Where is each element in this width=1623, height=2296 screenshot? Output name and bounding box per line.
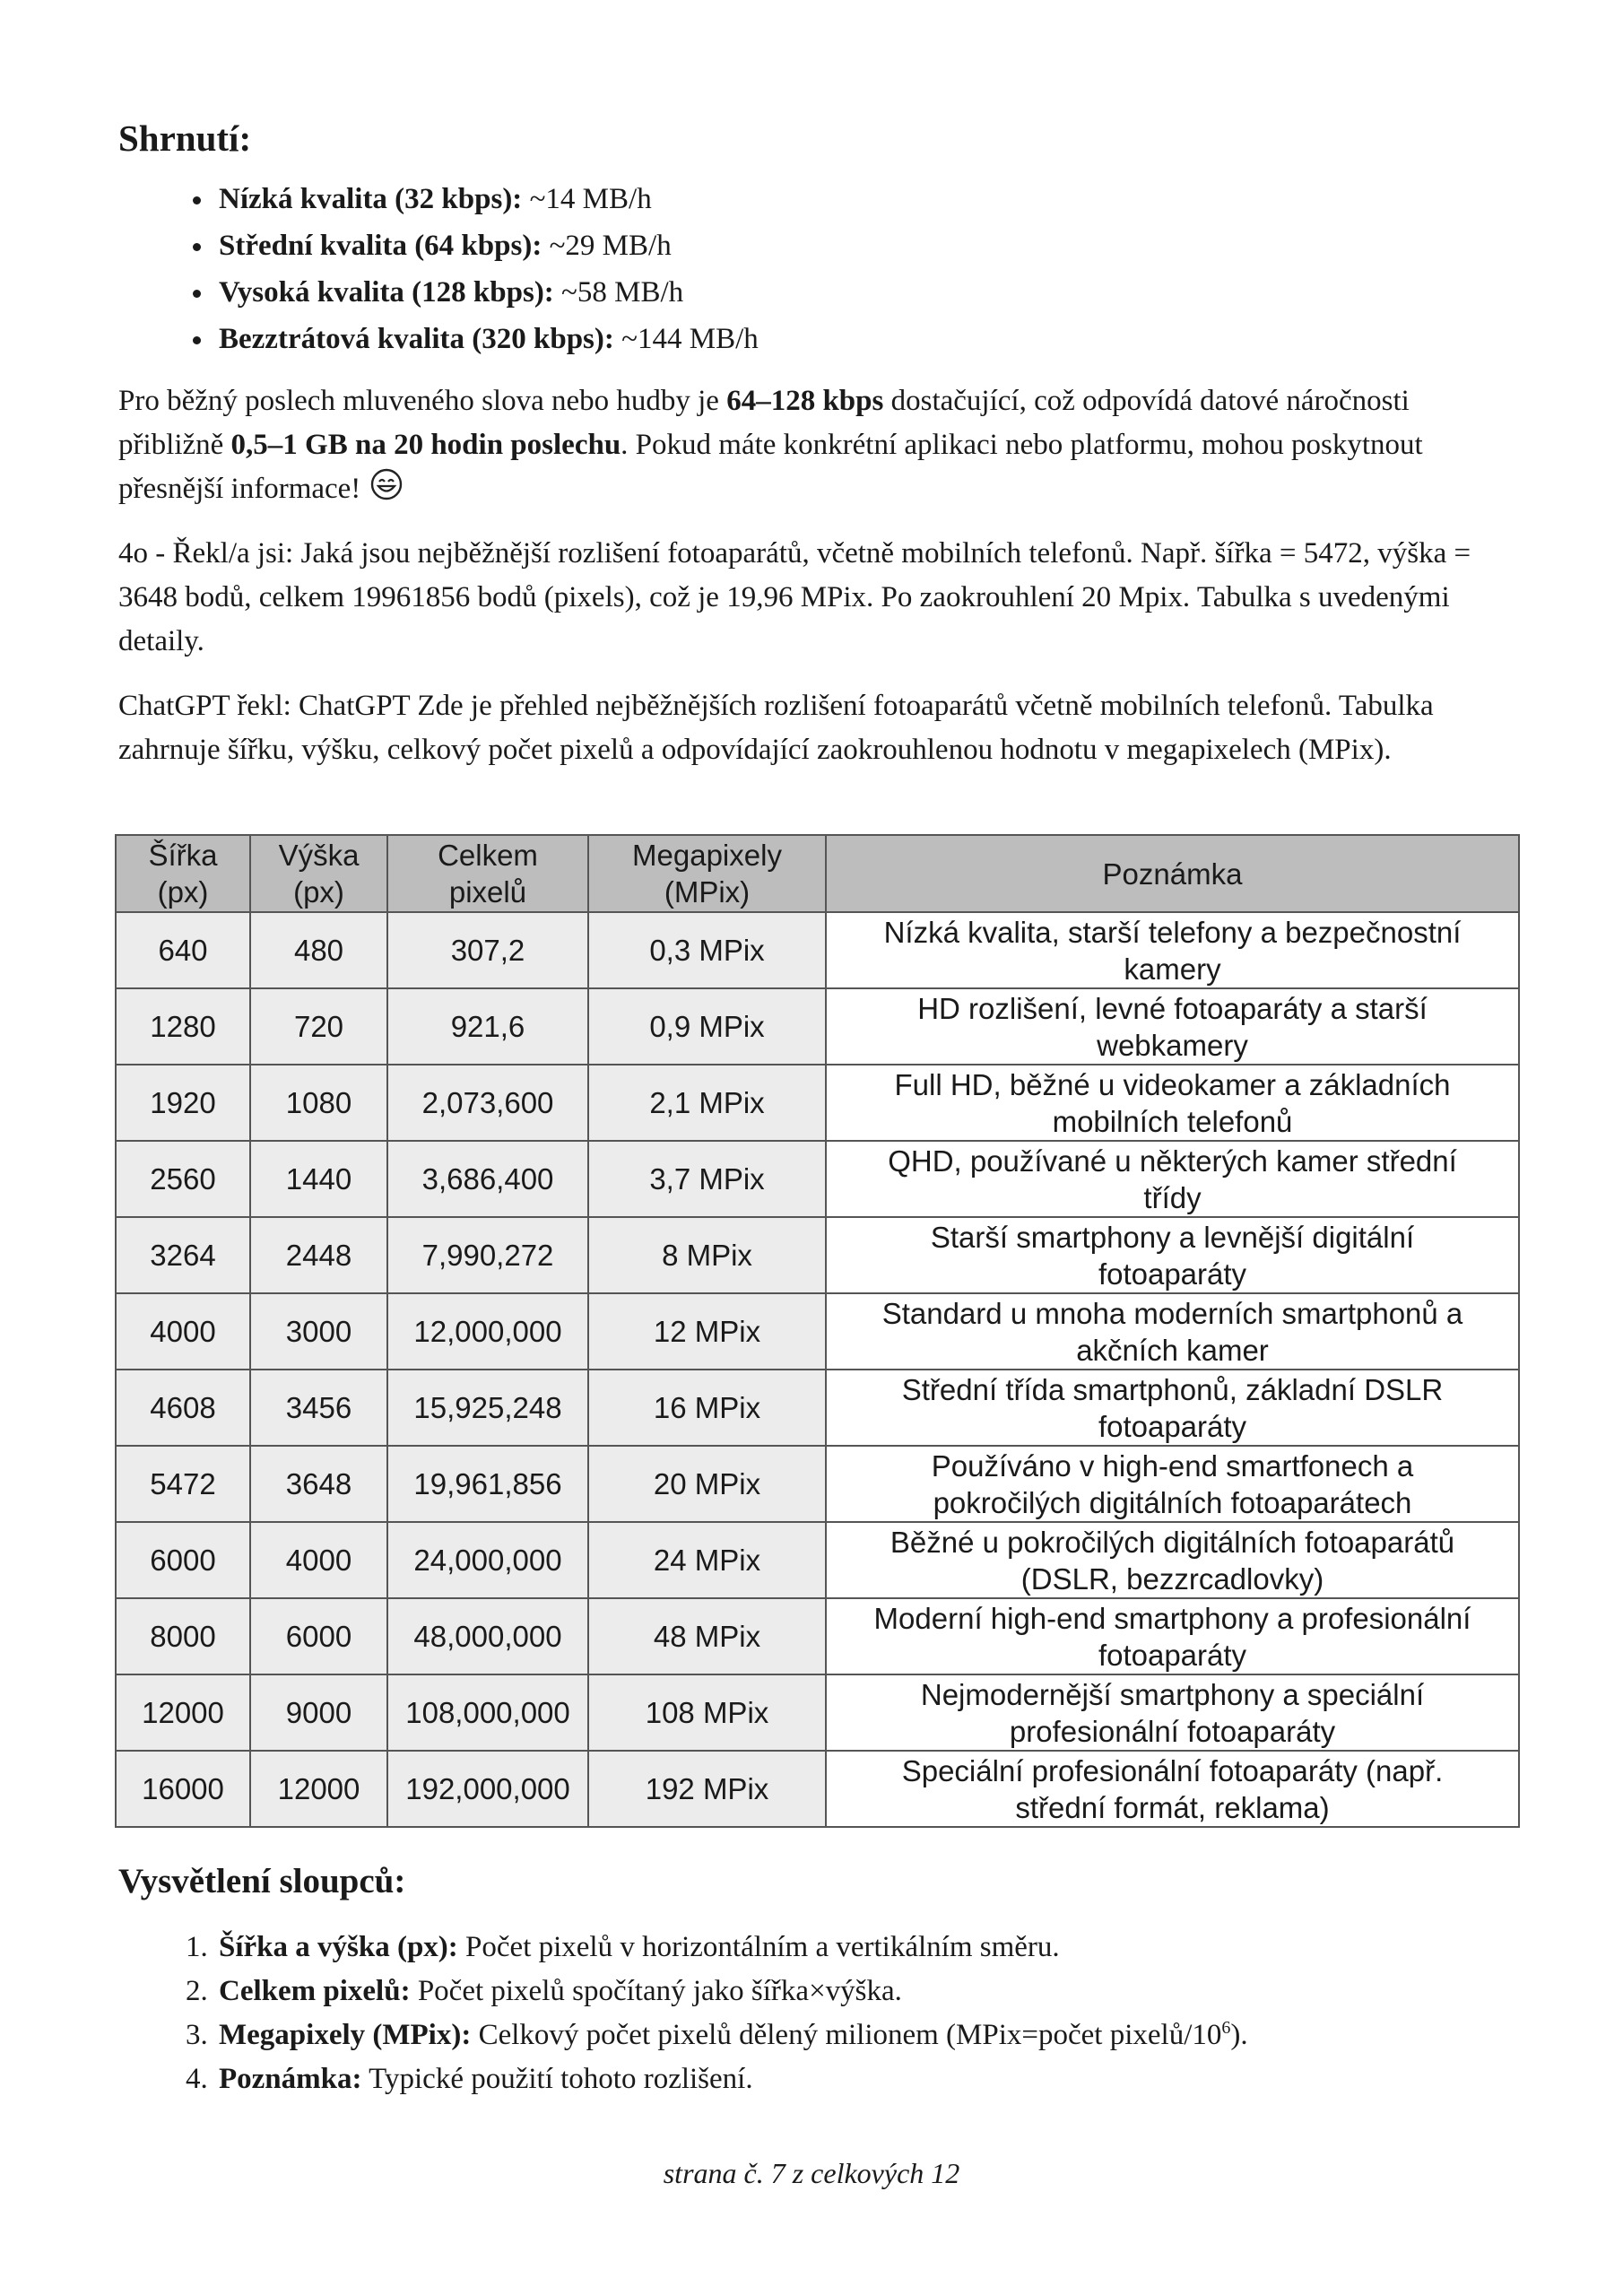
list-item: • Nízká kvalita (32 kbps): ~14 MB/h bbox=[215, 176, 759, 222]
table-row bbox=[116, 1446, 1519, 1522]
cell-megapixels: 108 MPix bbox=[588, 1674, 826, 1751]
header-width: Šířka (px) bbox=[116, 835, 250, 912]
table-body bbox=[116, 912, 1519, 1827]
summary-heading: Shrnutí: bbox=[118, 117, 252, 159]
cell-total-pixels: 108,000,000 bbox=[387, 1674, 588, 1751]
cell-height: 3648 bbox=[250, 1446, 387, 1522]
cell-megapixels: 192 MPix bbox=[588, 1751, 826, 1827]
cell-total-pixels: 3,686,400 bbox=[387, 1141, 588, 1217]
cell-width: 6000 bbox=[116, 1522, 250, 1598]
summary-list bbox=[118, 176, 759, 362]
cell-width: 1920 bbox=[116, 1065, 250, 1141]
cell-height: 6000 bbox=[250, 1598, 387, 1674]
cell-megapixels: 12 MPix bbox=[588, 1293, 826, 1370]
table-row bbox=[116, 912, 1519, 988]
cell-height: 720 bbox=[250, 988, 387, 1065]
cell-width: 4000 bbox=[116, 1293, 250, 1370]
header-total-pixels: Celkem pixelů bbox=[387, 835, 588, 912]
table-row bbox=[116, 1370, 1519, 1446]
cell-height: 480 bbox=[250, 912, 387, 988]
cell-height: 2448 bbox=[250, 1217, 387, 1293]
cell-total-pixels: 921,6 bbox=[387, 988, 588, 1065]
cell-megapixels: 0,9 MPix bbox=[588, 988, 826, 1065]
table-row bbox=[116, 1751, 1519, 1827]
cell-note: QHD, používané u některých kamer střední třídy bbox=[826, 1141, 1519, 1217]
cell-height: 1440 bbox=[250, 1141, 387, 1217]
list-item: • Bezztrátová kvalita (320 kbps): ~144 MB/h bbox=[215, 316, 759, 362]
cell-note: Nejmodernější smartphony a speciální profesionální fotoaparáty bbox=[826, 1674, 1519, 1751]
cell-total-pixels: 307,2 bbox=[387, 912, 588, 988]
list-item: • Střední kvalita (64 kbps): ~29 MB/h bbox=[215, 222, 759, 269]
cell-width: 16000 bbox=[116, 1751, 250, 1827]
cell-height: 3000 bbox=[250, 1293, 387, 1370]
list-item: • Vysoká kvalita (128 kbps): ~58 MB/h bbox=[215, 269, 759, 316]
cell-height: 4000 bbox=[250, 1522, 387, 1598]
header-note: Poznámka bbox=[826, 835, 1519, 912]
cell-height: 9000 bbox=[250, 1674, 387, 1751]
cell-width: 3264 bbox=[116, 1217, 250, 1293]
smiling-face-emoji-icon bbox=[369, 467, 404, 515]
cell-note: Starší smartphony a levnější digitální fotoaparáty bbox=[826, 1217, 1519, 1293]
table-row bbox=[116, 1598, 1519, 1674]
list-item: 1. Šířka a výška (px): Počet pixelů v horizontálním a vertikálním směru. bbox=[215, 1926, 1248, 1970]
cell-megapixels: 20 MPix bbox=[588, 1446, 826, 1522]
cell-total-pixels: 2,073,600 bbox=[387, 1065, 588, 1141]
cell-height: 3456 bbox=[250, 1370, 387, 1446]
cell-total-pixels: 48,000,000 bbox=[387, 1598, 588, 1674]
cell-total-pixels: 24,000,000 bbox=[387, 1522, 588, 1598]
cell-note: Střední třída smartphonů, základní DSLR fotoaparáty bbox=[826, 1370, 1519, 1446]
columns-heading: Vysvětlení sloupců: bbox=[118, 1862, 406, 1900]
cell-total-pixels: 19,961,856 bbox=[387, 1446, 588, 1522]
cell-height: 1080 bbox=[250, 1065, 387, 1141]
cell-width: 12000 bbox=[116, 1674, 250, 1751]
table-row bbox=[116, 1674, 1519, 1751]
table-row bbox=[116, 988, 1519, 1065]
cell-megapixels: 0,3 MPix bbox=[588, 912, 826, 988]
cell-total-pixels: 15,925,248 bbox=[387, 1370, 588, 1446]
resolution-table bbox=[115, 834, 1520, 1828]
cell-total-pixels: 7,990,272 bbox=[387, 1217, 588, 1293]
cell-total-pixels: 12,000,000 bbox=[387, 1293, 588, 1370]
cell-width: 640 bbox=[116, 912, 250, 988]
paragraph-answer: ChatGPT řekl: ChatGPT Zde je přehled nejběžnějších rozlišení fotoaparátů včetně mobilních telefonů. Tabulka zahrnuje šířku, výšku, celkový počet pixelů a odpovídající zaokrouhlenou hodnotu v megapixelech (MPix). bbox=[118, 690, 1434, 766]
cell-note: Nízká kvalita, starší telefony a bezpečnostní kamery bbox=[826, 912, 1519, 988]
list-item: 3. Megapixely (MPix): Celkový počet pixelů dělený milionem (MPix=počet pixelů/$10^6$). bbox=[215, 2013, 1248, 2057]
cell-megapixels: 2,1 MPix bbox=[588, 1065, 826, 1141]
cell-note: Speciální profesionální fotoaparáty (např. střední formát, reklama) bbox=[826, 1751, 1519, 1827]
cell-width: 8000 bbox=[116, 1598, 250, 1674]
cell-width: 1280 bbox=[116, 988, 250, 1065]
cell-width: 2560 bbox=[116, 1141, 250, 1217]
cell-note: Používáno v high-end smartfonech a pokročilých digitálních fotoaparátech bbox=[826, 1446, 1519, 1522]
paragraph-bitrate: Pro běžný poslech mluveného slova nebo hudby je 64–128 kbps dostačující, což odpovídá datové náročnosti přibližně 0,5–1 GB na 20 hodin poslechu. Pokud máte konkrétní aplikaci nebo platformu, mohou poskytnout přesnější informace! bbox=[118, 379, 1517, 515]
page-footer: strana č. 7 z celkových 12 bbox=[663, 2157, 960, 2189]
cell-megapixels: 24 MPix bbox=[588, 1522, 826, 1598]
cell-total-pixels: 192,000,000 bbox=[387, 1751, 588, 1827]
cell-note: Full HD, běžné u videokamer a základních mobilních telefonů bbox=[826, 1065, 1519, 1141]
cell-width: 4608 bbox=[116, 1370, 250, 1446]
columns-list bbox=[118, 1926, 1248, 2101]
cell-megapixels: 16 MPix bbox=[588, 1370, 826, 1446]
header-height: Výška (px) bbox=[250, 835, 387, 912]
cell-megapixels: 8 MPix bbox=[588, 1217, 826, 1293]
cell-note: Běžné u pokročilých digitálních fotoaparátů (DSLR, bezzrcadlovky) bbox=[826, 1522, 1519, 1598]
list-item: 4. Poznámka: Typické použití tohoto rozlišení. bbox=[215, 2057, 1248, 2101]
table-row bbox=[116, 1141, 1519, 1217]
cell-megapixels: 48 MPix bbox=[588, 1598, 826, 1674]
table-row bbox=[116, 1217, 1519, 1293]
cell-width: 5472 bbox=[116, 1446, 250, 1522]
table-row bbox=[116, 1065, 1519, 1141]
cell-note: Standard u mnoha moderních smartphonů a akčních kamer bbox=[826, 1293, 1519, 1370]
list-item: 2. Celkem pixelů: Počet pixelů spočítaný jako šířka×výška. bbox=[215, 1970, 1248, 2013]
cell-note: HD rozlišení, levné fotoaparáty a starší webkamery bbox=[826, 988, 1519, 1065]
table-row bbox=[116, 1293, 1519, 1370]
paragraph-question: 4o - Řekl/a jsi: Jaká jsou nejběžnější rozlišení fotoaparátů, včetně mobilních telefonů. Např. šířka = 5472, výška = 3648 bodů, celkem 19961856 bodů (pixels), což je 19,96 MPix. Po zaokrouhlení 20 Mpix. Tabulka s uvedenými detaily. bbox=[118, 537, 1471, 657]
table-header-row bbox=[116, 835, 1519, 912]
table-row bbox=[116, 1522, 1519, 1598]
cell-height: 12000 bbox=[250, 1751, 387, 1827]
cell-note: Moderní high-end smartphony a profesionální fotoaparáty bbox=[826, 1598, 1519, 1674]
cell-megapixels: 3,7 MPix bbox=[588, 1141, 826, 1217]
header-megapixels: Megapixely (MPix) bbox=[588, 835, 826, 912]
